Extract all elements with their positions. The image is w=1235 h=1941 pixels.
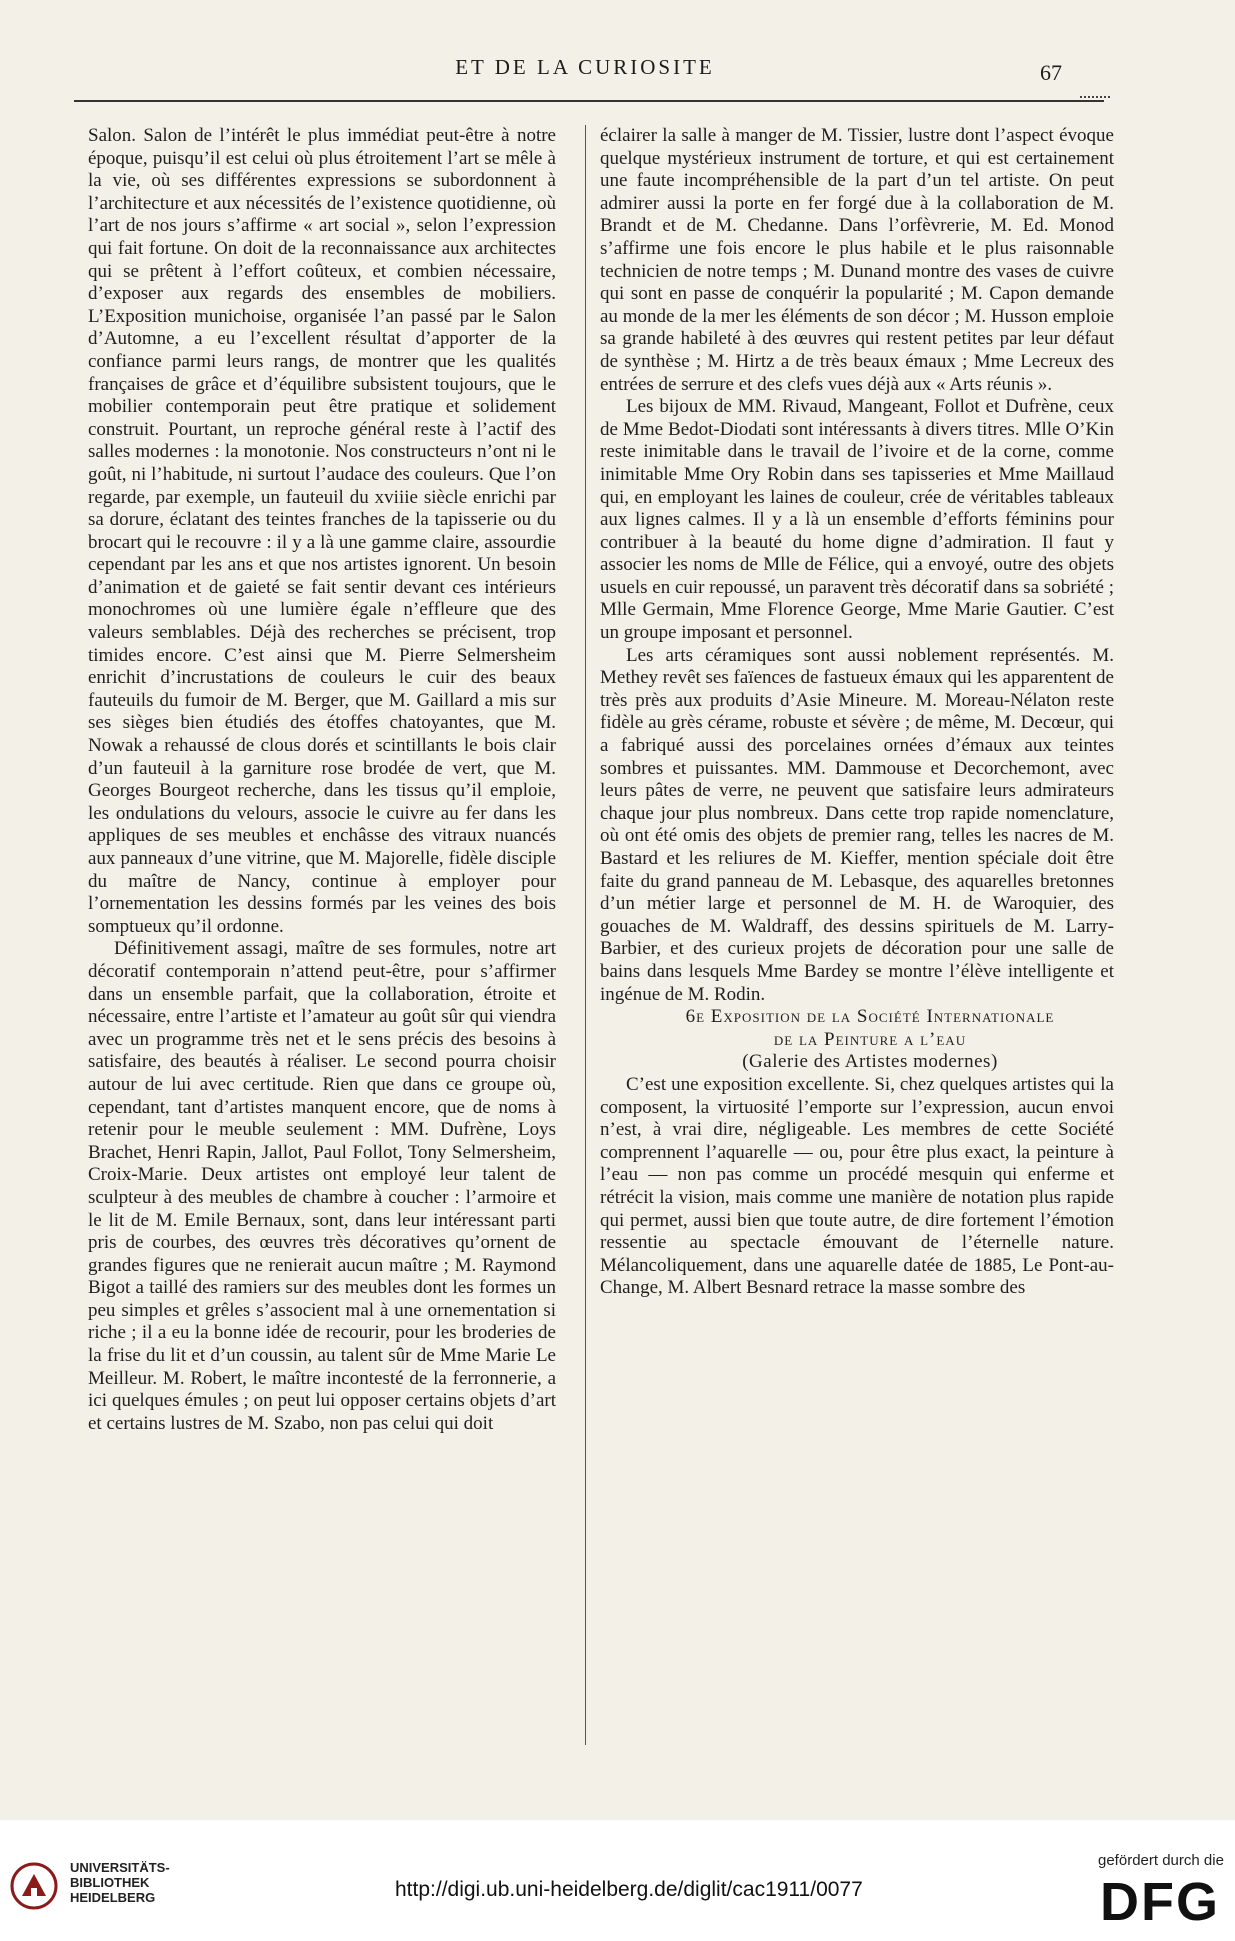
page-number: 67 <box>1040 60 1062 85</box>
section-heading-line2: de la Peinture a l’eau <box>773 1028 967 1050</box>
permalink-url[interactable]: http://digi.ub.uni-heidelberg.de/diglit/cac1911/0077 <box>395 1878 863 1901</box>
header-rule <box>74 100 1104 102</box>
footer-bar <box>0 1820 1235 1941</box>
section-subheading: (Galerie des Artistes modernes) <box>742 1051 998 1073</box>
right-paragraph-3: Les arts céramiques sont aussi noblement représentés. M. Methey revêt ses faïences de fastueux émaux qui les apparentent de très près aux produits d’Asie Mineure. M. Moreau-Nélaton reste fidèle au grès cérame, robuste et sévère ; de même, M. Decœur, qui a fabriqué aussi des porcelaines ornées d’émaux aux teintes sombres et puissantes. MM. Dammouse et Decorchemont, avec leurs pâtes de verre, ne peuvent que satisfaire leurs admirateurs chaque jour plus nombreux. Dans cette trop rapide nomenclature, où ont été omis des objets de premier rang, telles les nacres de M. Bastard et les reliures de M. Kieffer, mention spéciale doit être faite du grand panneau de M. Lebasque, des aquarelles bretonnes d’un métier large et personnel de M. H. de Waroquier, des gouaches de M. Waldraff, des dessins spirituels de M. Larry-Barbier, et des curieux projets de décoration pour une salle de bains dans lesquels Mme Bardey se montre l’élève intelligente et ingénue de M. Rodin. <box>600 644 1114 1005</box>
header-rule-ornament <box>1080 96 1110 104</box>
left-column <box>88 125 556 1435</box>
university-library-logo-icon <box>10 1862 58 1910</box>
funded-by-text: gefördert durch die <box>1098 1852 1224 1869</box>
section-paragraph-1: C’est une exposition excellente. Si, chez quelques artistes qui la composent, la virtuosité l’emporte sur l’expression, aucun envoi n’est, à vrai dire, négligeable. Les membres de cette Société comprennent l’aquarelle — ou, pour être plus exact, la peinture à l’eau — non pas comme un procédé mesquin qui enferme et rétrécit la vision, mais comme une manière de notation plus rapide qui permet, aussi bien que toute autre, de dire fortement l’émotion ressentie au spectacle émouvant de l’éternelle nature. Mélancoliquement, dans une aquarelle datée de 1885, Le Pont-au-Change, M. Albert Besnard retrace la masse sombre des <box>600 1073 1114 1299</box>
left-paragraph-2: Définitivement assagi, maître de ses formules, notre art décoratif contemporain n’attend peut-être, pour s’affirmer dans un ensemble parfait, que la collaboration, étroite et nécessaire, entre l’artiste et l’amateur au goût sûr qui viendra avec un programme très net et le sens précis des besoins à satisfaire, des beautés à réaliser. Le second pourra choisir autour de lui avec certitude. Rien que dans ce groupe où, cependant, tant d’artistes manquent encore, que de noms à retenir pour le meuble seulement : MM. Dufrène, Loys Brachet, Henri Rapin, Jallot, Paul Follot, Tony Selmersheim, Croix-Marie. Deux artistes ont employé leur talent de sculpteur à des meubles de chambre à coucher : l’armoire et le lit de M. Emile Bernaux, sont, dans leur intéressant parti pris de courbes, des œuvres très décoratives qu’ornent de grandes figures que ne renierait aucun maître ; M. Raymond Bigot a taillé des ramiers sur des meubles dont les formes un peu simples et grêles s’associent mal à une ornementation si riche ; il a eu la bonne idée de recourir, pour les broderies de la frise du lit et d’un coussin, au talent sûr de Mme Marie Le Meilleur. M. Robert, le maître incontesté de la ferronnerie, a ici quelques émules ; on peut lui opposer certains objets d’art et certains lustres de M. Szabo, non pas celui qui doit <box>88 938 556 1434</box>
running-title: ET DE LA CURIOSITE <box>455 55 715 79</box>
column-divider <box>585 125 586 1745</box>
right-paragraph-2: Les bijoux de MM. Rivaud, Mangeant, Follot et Dufrène, ceux de Mme Bedot-Diodati sont intéressants à divers titres. Mlle O’Kin reste inimitable dans le travail de l’ivoire et de la corne, comme inimitable Mme Ory Robin dans ses tapisseries et Mme Maillaud qui, en employant les laines de couleur, crée de véritables tableaux aux lignes calmes. Il y a là un ensemble d’efforts féminins pour contribuer à la beauté du home digne d’admiration. Il faut y associer les noms de Mlle de Félice, qui a envoyé, outre des objets usuels en cuir repoussé, un paravent très décoratif dans sa sobriété ; Mlle Germain, Mme Florence George, Mme Marie Gautier. C’est un groupe imposant et personnel. <box>600 396 1114 644</box>
institution-line-1: UNIVERSITÄTS- <box>70 1860 170 1875</box>
institution-name <box>70 1860 170 1905</box>
institution-line-3: HEIDELBERG <box>70 1890 156 1905</box>
section-heading: 6e Exposition de la Société Internationale <box>685 1006 1055 1028</box>
right-paragraph-1: éclairer la salle à manger de M. Tissier, lustre dont l’aspect évoque quelque mystérieux instrument de torture, et qui est certainement une faute incompréhensible de la part d’un tel artiste. On peut admirer aussi la porte en fer forgé due à la collaboration de M. Brandt et de M. Chedanne. Dans l’orfèvrerie, M. Ed. Monod s’affirme une fois encore le plus habile et le plus raisonnable technicien de notre temps ; M. Dunand montre des vases de cuivre qui sont en passe de conquérir la popularité ; M. Capon demande au monde de la mer les éléments de son décor ; M. Husson emploie sa grande habileté à des œuvres qui restent petites par leur défaut de synthèse ; M. Hirtz a de très beaux émaux ; Mme Lecreux des entrées de serrure et des clefs vues déjà aux « Arts réunis ». <box>600 125 1114 395</box>
institution-line-2: BIBLIOTHEK <box>70 1875 150 1890</box>
right-column <box>600 125 1114 1300</box>
left-paragraph-1: Salon. Salon de l’intérêt le plus immédiat peut-être à notre époque, puisqu’il est celui où plus étroitement l’art se mêle à la vie, où ses différentes expressions se subordonnent à l’architecture et aux nécessités de l’existence quotidienne, où l’art de nos jours s’affirme « art social », selon l’expression qui fait fortune. On doit de la reconnaissance aux architectes qui se prêtent à l’effort coûteux, et combien nécessaire, d’exposer aux regards des ensembles de mobiliers. L’Exposition munichoise, organisée l’an passé par le Salon d’Automne, a eu l’excellent résultat d’apporter de la confiance parmi leurs rangs, de montrer que les qualités françaises de grâce et d’équilibre subsistent toujours, que le mobilier contemporain peut être pratique et solidement construit. Pourtant, un reproche général reste à l’actif des salles modernes : la monotonie. Nos constructeurs n’ont ni le goût, ni l’habitude, ni surtout l’audace des couleurs. Que l’on regarde, par exemple, un fauteuil du xviiie siècle enrichi par sa dorure, éclatant des teintes franches de la tapisserie ou du brocart qui le recouvre : il y a là une gamme claire, assourdie cependant par les ans et que nos artistes ignorent. Un besoin d’animation et de gaieté se fait sentir devant ces intérieurs monochromes où une lumière égale n’effleure que des valeurs semblables. Déjà des recherches se précisent, trop timides encore. C’est ainsi que M. Pierre Selmersheim enrichit d’incrustations de couleurs le cuir des beaux fauteuils du fumoir de M. Berger, que M. Gaillard a mis sur ses sièges bien étudiés des étoffes chatoyantes, que M. Nowak a rehaussé de clous dorés et scintillants le bois clair d’un fauteuil à la garniture rose brodée de vert, que M. Georges Bourgeot recherche, dans les tissus qu’il emploie, les ondulations du velours, associe le cuivre au fer dans les appliques de ses meubles et enchâsse des vitraux nuancés aux panneaux d’une vitrine, que M. Majorelle, fidèle disciple du maître de Nancy, continue à employer pour l’ornementation les dessins formés par les veines des bois somptueux qu’il ordonne. <box>88 125 556 937</box>
dfg-logo: DFG <box>1100 1872 1220 1932</box>
